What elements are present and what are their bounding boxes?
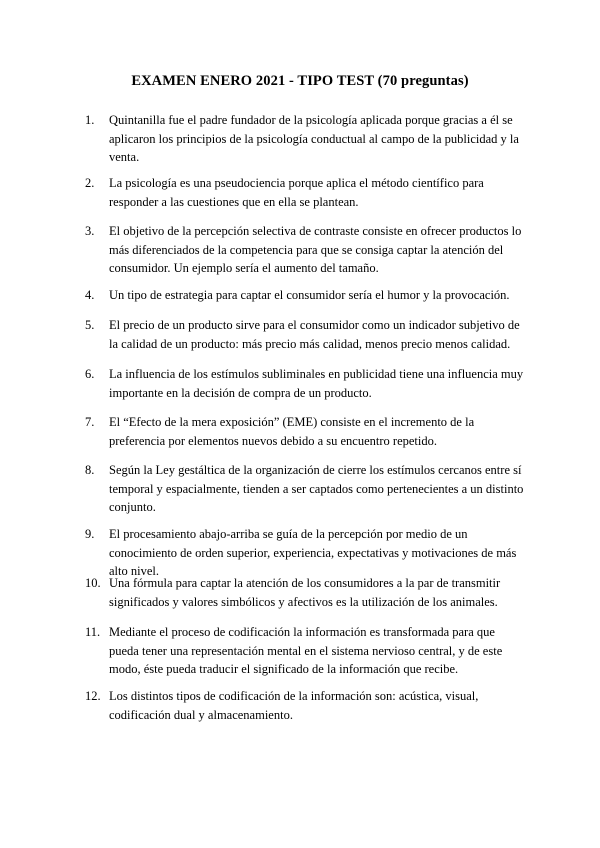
question-number: 6.	[85, 367, 95, 381]
question-item-7	[85, 413, 525, 450]
question-text: La psicología es una pseudociencia porque aplica el método científico para responder a las cuestiones que en ella se plantean.	[109, 176, 484, 209]
question-text: La influencia de los estímulos subliminales en publicidad tiene una influencia muy importante en la decisión de compra de un producto.	[109, 367, 524, 400]
question-text: El procesamiento abajo-arriba se guía de la percepción por medio de un conocimiento de orden superior, experiencia, expectativas y motivaciones de más alto nivel.	[109, 527, 517, 578]
question-number: 5.	[85, 318, 95, 332]
question-item-3	[85, 222, 525, 278]
question-number: 11.	[85, 625, 101, 639]
question-item-1	[85, 111, 525, 167]
exam-title: EXAMEN ENERO 2021 - TIPO TEST (70 preguntas)	[131, 73, 469, 89]
question-item-12	[85, 687, 525, 724]
question-item-4	[85, 286, 525, 305]
question-item-11	[85, 623, 525, 679]
question-number: 9.	[85, 527, 95, 541]
question-text: El “Efecto de la mera exposición” (EME) consiste en el incremento de la preferencia por elementos nuevos debido a su encuentro repetido.	[109, 415, 475, 448]
question-text: Según la Ley gestáltica de la organización de cierre los estímulos cercanos entre sí temporal y espacialmente, tienden a ser captados como pertenecientes a un distinto conjunto.	[109, 463, 524, 514]
question-item-10	[85, 574, 525, 611]
question-item-6	[85, 365, 525, 402]
question-text: Los distintos tipos de codificación de la información son: acústica, visual, codificación dual y almacenamiento.	[109, 689, 479, 722]
question-text: El precio de un producto sirve para el consumidor como un indicador subjetivo de la calidad de un producto: más precio más calidad, menos precio menos calidad.	[109, 318, 520, 351]
question-text: Una fórmula para captar la atención de los consumidores a la par de transmitir significados y valores simbólicos y afectivos es la utilización de los animales.	[109, 576, 501, 609]
question-number: 7.	[85, 415, 95, 429]
question-item-9	[85, 525, 525, 581]
question-number: 4.	[85, 288, 95, 302]
question-number: 2.	[85, 176, 95, 190]
question-item-2	[85, 174, 525, 211]
question-number: 8.	[85, 463, 95, 477]
question-item-5	[85, 316, 525, 353]
question-number: 1.	[85, 113, 95, 127]
question-number: 10.	[85, 576, 101, 590]
question-item-8	[85, 461, 525, 517]
question-number: 12.	[85, 689, 101, 703]
question-text: El objetivo de la percepción selectiva de contraste consiste en ofrecer productos lo más diferenciados de la competencia para que se consiga captar la atención del consumidor. Un ejemplo sería el aumento del tamaño.	[109, 224, 522, 275]
question-text: Mediante el proceso de codificación la información es transformada para que pueda tener una representación mental en el sistema nervioso central, y de este modo, éste pueda traducir el significado de la información que recibe.	[109, 625, 503, 676]
question-number: 3.	[85, 224, 95, 238]
question-text: Un tipo de estrategia para captar el consumidor sería el humor y la provocación.	[109, 288, 510, 302]
question-text: Quintanilla fue el padre fundador de la psicología aplicada porque gracias a él se aplicaron los principios de la psicología conductual al campo de la publicidad y la venta.	[109, 113, 519, 164]
